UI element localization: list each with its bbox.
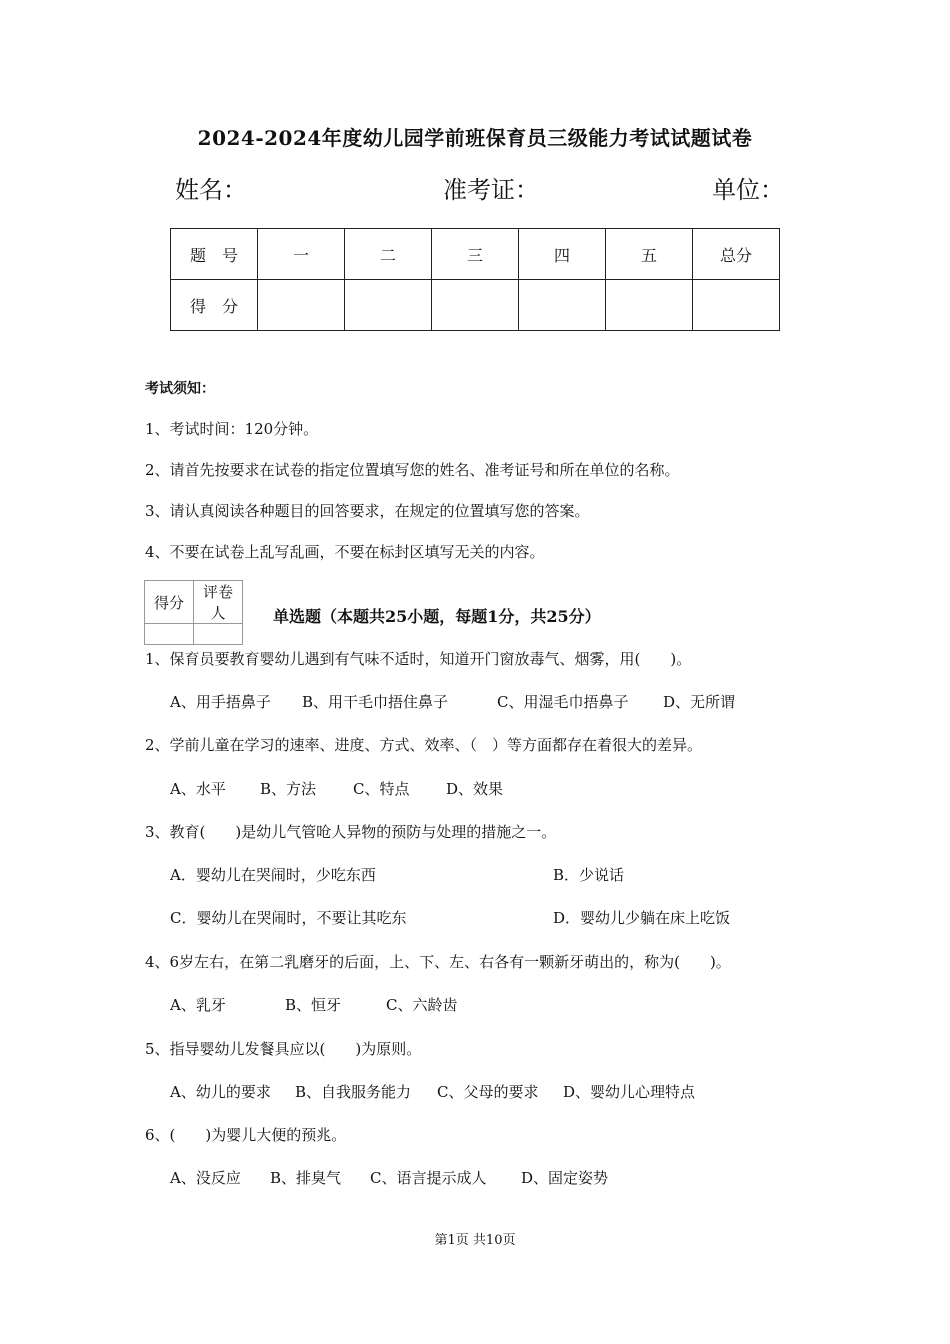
option[interactable]: D．婴幼儿少躺在床上吃饭 (553, 909, 731, 927)
score-header-cell: 五 (606, 229, 693, 280)
score-cell[interactable] (432, 280, 519, 331)
score-header-cell: 一 (258, 229, 345, 280)
unit-label: 单位： (712, 176, 784, 204)
notice-item: 4、不要在试卷上乱写乱画，不要在标封区填写无关的内容。 (145, 543, 545, 561)
page-title: 2024-2024年度幼儿园学前班保育员三级能力考试试题试卷 (197, 126, 753, 150)
name-label: 姓名： (175, 176, 247, 204)
score-cell[interactable] (519, 280, 606, 331)
option[interactable]: C、父母的要求 (437, 1083, 539, 1101)
grader-name-label: 评卷人 (194, 581, 243, 624)
score-cell[interactable] (258, 280, 345, 331)
question-text: 3、教育( )是幼儿气管呛人异物的预防与处理的措施之一。 (145, 823, 557, 841)
option[interactable]: A、水平 (170, 780, 226, 798)
grader-score-cell[interactable] (145, 624, 194, 645)
option[interactable]: D、固定姿势 (521, 1169, 609, 1187)
option[interactable]: A、幼儿的要求 (170, 1083, 271, 1101)
option[interactable]: B、恒牙 (285, 996, 342, 1014)
option[interactable]: A、乳牙 (170, 996, 226, 1014)
score-cell[interactable] (345, 280, 432, 331)
score-table (170, 228, 780, 331)
grader-score-label: 得分 (145, 581, 194, 624)
option[interactable]: B、用干毛巾捂住鼻子 (302, 693, 449, 711)
option[interactable]: C、六龄齿 (386, 996, 458, 1014)
option[interactable]: B．少说话 (553, 866, 625, 884)
option[interactable]: C、语言提示成人 (370, 1169, 487, 1187)
option[interactable]: A．婴幼儿在哭闹时，少吃东西 (170, 866, 376, 884)
score-table-header-row (171, 229, 780, 280)
score-cell[interactable] (693, 280, 780, 331)
notice-item: 3、请认真阅读各种题目的回答要求，在规定的位置填写您的答案。 (145, 502, 590, 520)
grader-box (144, 580, 243, 645)
score-row-label: 得 分 (171, 280, 258, 331)
option[interactable]: C、特点 (353, 780, 410, 798)
option[interactable]: D、效果 (446, 780, 504, 798)
score-header-cell: 二 (345, 229, 432, 280)
option[interactable]: D、无所谓 (663, 693, 736, 711)
notice-item: 2、请首先按要求在试卷的指定位置填写您的姓名、准考证号和所在单位的名称。 (145, 461, 680, 479)
score-cell[interactable] (606, 280, 693, 331)
option[interactable]: B、方法 (260, 780, 317, 798)
score-header-cell: 三 (432, 229, 519, 280)
question-text: 4、6岁左右，在第二乳磨牙的后面，上、下、左、右各有一颗新牙萌出的，称为( )。 (145, 953, 731, 971)
score-header-cell: 四 (519, 229, 606, 280)
notice-item: 1、考试时间：120分钟。 (145, 420, 319, 438)
exam-id-label: 准考证： (443, 176, 539, 204)
option[interactable]: B、自我服务能力 (295, 1083, 412, 1101)
option[interactable]: B、排臭气 (270, 1169, 342, 1187)
option[interactable]: C、用湿毛巾捂鼻子 (497, 693, 629, 711)
question-text: 6、( )为婴儿大便的预兆。 (145, 1126, 347, 1144)
section-title: 单选题（本题共25小题，每题1分，共25分） (273, 607, 601, 626)
option[interactable]: A、没反应 (170, 1169, 241, 1187)
page-footer: 第1页 共10页 (434, 1233, 516, 1248)
notice-heading: 考试须知： (145, 381, 215, 397)
question-text: 5、指导婴幼儿发餐具应以( )为原则。 (145, 1040, 422, 1058)
score-table-score-row (171, 280, 780, 331)
question-text: 1、保育员要教育婴幼儿遇到有气味不适时，知道开门窗放毒气、烟雾，用( )。 (145, 650, 692, 668)
grader-name-cell[interactable] (194, 624, 243, 645)
question-text: 2、学前儿童在学习的速率、进度、方式、效率、（ ）等方面都存在着很大的差异。 (145, 736, 703, 754)
option[interactable]: A、用手捂鼻子 (170, 693, 271, 711)
option[interactable]: D、婴幼儿心理特点 (563, 1083, 696, 1101)
option[interactable]: C．婴幼儿在哭闹时，不要让其吃东 (170, 909, 407, 927)
score-header-cell: 题 号 (171, 229, 258, 280)
score-header-cell: 总分 (693, 229, 780, 280)
